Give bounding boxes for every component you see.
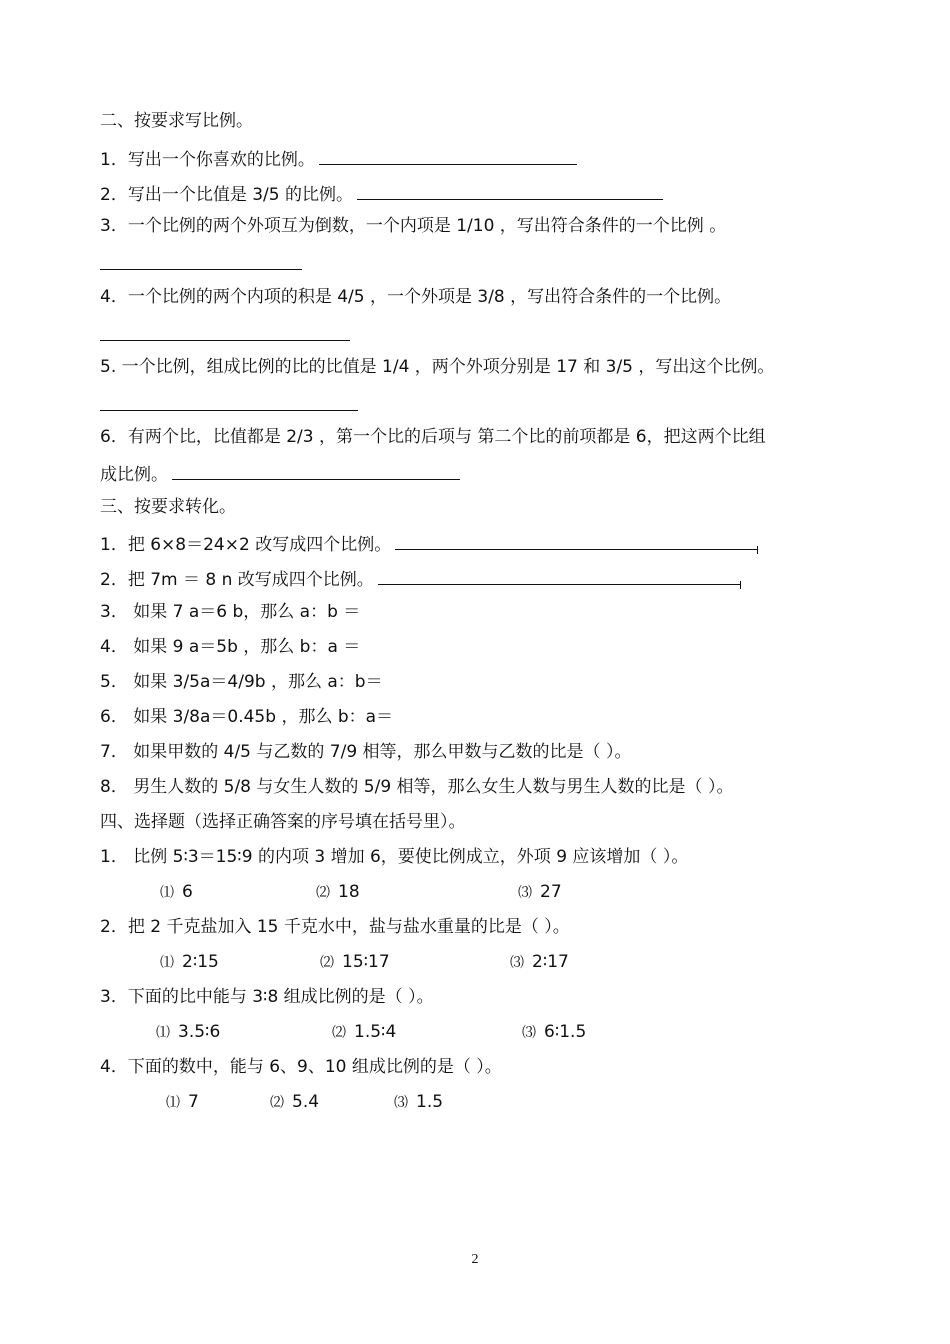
- s2-q5-answer-blank[interactable]: [100, 409, 358, 411]
- s3-q2-text: 2．把 7m ＝ 8 n 改写成四个比例。: [100, 570, 374, 590]
- s2-q1-answer-blank[interactable]: [319, 146, 577, 165]
- s3-q2-answer-blank[interactable]: [378, 566, 740, 585]
- option-1[interactable]: ⑴ 7: [166, 1092, 199, 1112]
- s3-question-8: 8． 男生人数的 5/8 与女生人数的 5/9 相等，那么女生人数与男生人数的比是（ ）。: [100, 777, 734, 797]
- option-3[interactable]: ⑶ 27: [518, 882, 562, 902]
- s2-q1-text: 1．写出一个你喜欢的比例。: [100, 150, 315, 170]
- s2-question-1: [100, 146, 577, 171]
- blank-end-tick: [740, 581, 742, 589]
- option-3[interactable]: ⑶ 1.5: [394, 1092, 444, 1112]
- s2-question-5: 5. 一个比例，组成比例的比的比值是 1/4 ，两个外项分别是 17 和 3/5 ，写出这个比例。: [100, 357, 775, 377]
- s2-q6-answer-blank[interactable]: [172, 461, 460, 480]
- blank-end-tick: [757, 546, 759, 554]
- option-1[interactable]: ⑴ 6: [160, 882, 193, 902]
- s3-q1-answer-blank[interactable]: [395, 531, 757, 550]
- s4-question-2: 2．把 2 千克盐加入 15 千克水中，盐与盐水重量的比是（ ）。: [100, 917, 570, 937]
- s3-question-7: 7． 如果甲数的 4/5 与乙数的 7/9 相等，那么甲数与乙数的比是（ ）。: [100, 742, 632, 762]
- s2-q2-answer-blank[interactable]: [357, 181, 663, 200]
- s4-question-3: 3．下面的比中能与 3∶8 组成比例的是（ ）。: [100, 987, 434, 1007]
- section4-heading: 四、选择题（选择正确答案的序号填在括号里）。: [100, 812, 466, 832]
- s2-question-4: 4．一个比例的两个内项的积是 4/5 ，一个外项是 3/8 ，写出符合条件的一个比例。: [100, 287, 732, 307]
- s2-q4-answer-blank[interactable]: [100, 339, 350, 341]
- s2-question-3: 3．一个比例的两个外项互为倒数，一个内项是 1/10 ，写出符合条件的一个比例 。: [100, 216, 727, 236]
- s2-question-6-line2: [100, 461, 460, 486]
- s2-q3-answer-blank[interactable]: [100, 268, 302, 270]
- option-2[interactable]: ⑵ 5.4: [270, 1092, 320, 1112]
- s2-q2-text: 2．写出一个比值是 3/5 的比例。: [100, 185, 353, 205]
- s3-question-2: [100, 566, 742, 591]
- s2-question-6-line1: 6．有两个比，比值都是 2/3 ，第一个比的后项与 第二个比的前项都是 6，把这两个比组: [100, 427, 766, 447]
- s4-question-1: 1． 比例 5∶3＝15∶9 的内项 3 增加 6，要使比例成立，外项 9 应该增加（ ）。: [100, 847, 689, 867]
- section2-heading: 二、按要求写比例。: [100, 111, 253, 131]
- option-1[interactable]: ⑴ 3.5∶6: [156, 1022, 221, 1042]
- option-2[interactable]: ⑵ 1.5∶4: [332, 1022, 397, 1042]
- s3-question-3: 3． 如果 7 a＝6 b，那么 a：b ＝: [100, 602, 361, 622]
- s2-question-2: [100, 181, 663, 206]
- s3-question-4: 4． 如果 9 a＝5b ，那么 b：a ＝: [100, 637, 361, 657]
- section3-heading: 三、按要求转化。: [100, 497, 236, 517]
- option-2[interactable]: ⑵ 18: [316, 882, 360, 902]
- s3-q1-text: 1．把 6×8＝24×2 改写成四个比例。: [100, 535, 392, 555]
- s2-q6-text: 成比例。: [100, 465, 168, 485]
- option-3[interactable]: ⑶ 6∶1.5: [522, 1022, 587, 1042]
- s4-question-4: 4．下面的数中，能与 6、9、10 组成比例的是（ ）。: [100, 1057, 502, 1077]
- option-3[interactable]: ⑶ 2∶17: [510, 952, 569, 972]
- s3-question-6: 6． 如果 3/8a＝0.45b ，那么 b：a＝: [100, 707, 394, 727]
- option-2[interactable]: ⑵ 15∶17: [320, 952, 390, 972]
- page-number: 2: [471, 1252, 479, 1267]
- s3-question-1: [100, 531, 759, 556]
- option-1[interactable]: ⑴ 2∶15: [160, 952, 219, 972]
- s3-question-5: 5． 如果 3/5a＝4/9b ，那么 a：b＝: [100, 672, 383, 692]
